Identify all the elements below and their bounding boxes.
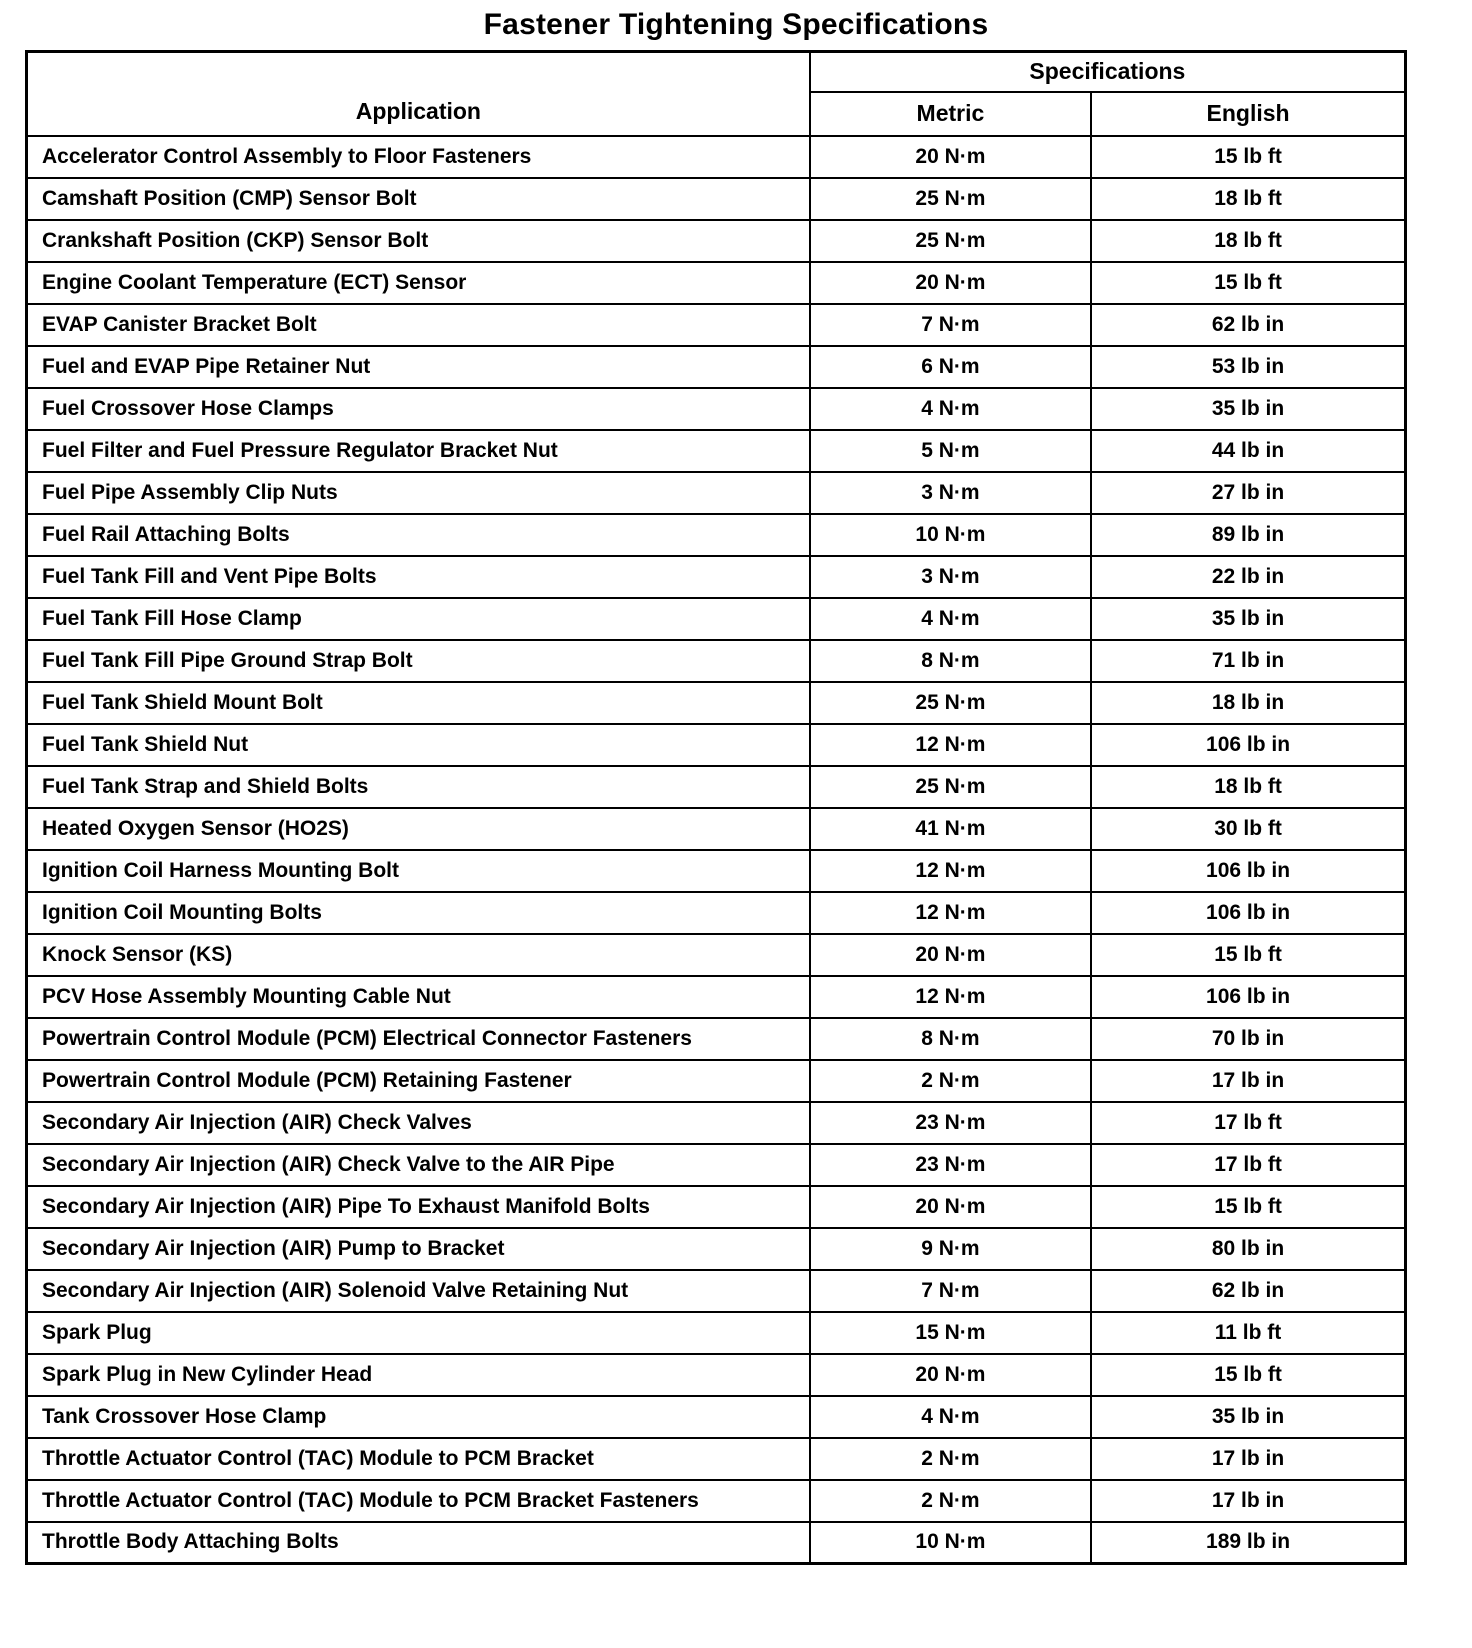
english-value-cell: 17 lb in <box>1091 1480 1405 1522</box>
metric-value-cell: 7 N·m <box>810 1270 1091 1312</box>
table-row <box>27 1354 1406 1396</box>
english-value-cell: 62 lb in <box>1091 304 1405 346</box>
table-row <box>27 346 1406 388</box>
english-value-cell: 35 lb in <box>1091 388 1405 430</box>
application-cell: Throttle Actuator Control (TAC) Module to PCM Bracket <box>27 1438 810 1480</box>
table-row <box>27 220 1406 262</box>
table-row <box>27 934 1406 976</box>
application-cell: Tank Crossover Hose Clamp <box>27 1396 810 1438</box>
metric-value-cell: 7 N·m <box>810 304 1091 346</box>
metric-value-cell: 41 N·m <box>810 808 1091 850</box>
metric-value-cell: 2 N·m <box>810 1480 1091 1522</box>
table-row <box>27 598 1406 640</box>
metric-value-cell: 2 N·m <box>810 1060 1091 1102</box>
metric-value-cell: 12 N·m <box>810 976 1091 1018</box>
english-value-cell: 15 lb ft <box>1091 1186 1405 1228</box>
table-row <box>27 1438 1406 1480</box>
application-cell: Fuel Filter and Fuel Pressure Regulator Bracket Nut <box>27 430 810 472</box>
english-value-cell: 18 lb ft <box>1091 220 1405 262</box>
table-row <box>27 262 1406 304</box>
metric-value-cell: 6 N·m <box>810 346 1091 388</box>
metric-value-cell: 3 N·m <box>810 556 1091 598</box>
table-row <box>27 388 1406 430</box>
metric-value-cell: 4 N·m <box>810 598 1091 640</box>
metric-value-cell: 23 N·m <box>810 1144 1091 1186</box>
application-cell: Fuel Rail Attaching Bolts <box>27 514 810 556</box>
metric-value-cell: 9 N·m <box>810 1228 1091 1270</box>
application-cell: Crankshaft Position (CKP) Sensor Bolt <box>27 220 810 262</box>
table-row <box>27 976 1406 1018</box>
table-row <box>27 556 1406 598</box>
metric-value-cell: 3 N·m <box>810 472 1091 514</box>
english-value-cell: 53 lb in <box>1091 346 1405 388</box>
metric-value-cell: 25 N·m <box>810 682 1091 724</box>
application-cell: Secondary Air Injection (AIR) Check Valves <box>27 1102 810 1144</box>
table-row <box>27 1060 1406 1102</box>
application-cell: Powertrain Control Module (PCM) Retaining Fastener <box>27 1060 810 1102</box>
column-header-metric: Metric <box>810 92 1091 136</box>
application-cell: Spark Plug in New Cylinder Head <box>27 1354 810 1396</box>
metric-value-cell: 25 N·m <box>810 220 1091 262</box>
english-value-cell: 17 lb in <box>1091 1060 1405 1102</box>
table-row <box>27 808 1406 850</box>
english-value-cell: 30 lb ft <box>1091 808 1405 850</box>
english-value-cell: 17 lb ft <box>1091 1102 1405 1144</box>
english-value-cell: 106 lb in <box>1091 724 1405 766</box>
application-cell: Throttle Actuator Control (TAC) Module to PCM Bracket Fasteners <box>27 1480 810 1522</box>
english-value-cell: 27 lb in <box>1091 472 1405 514</box>
english-value-cell: 44 lb in <box>1091 430 1405 472</box>
english-value-cell: 15 lb ft <box>1091 1354 1405 1396</box>
table-row <box>27 640 1406 682</box>
english-value-cell: 106 lb in <box>1091 892 1405 934</box>
application-cell: Camshaft Position (CMP) Sensor Bolt <box>27 178 810 220</box>
english-value-cell: 89 lb in <box>1091 514 1405 556</box>
application-cell: Spark Plug <box>27 1312 810 1354</box>
metric-value-cell: 4 N·m <box>810 1396 1091 1438</box>
table-header <box>27 52 1406 136</box>
application-cell: Fuel Tank Shield Nut <box>27 724 810 766</box>
table-row <box>27 892 1406 934</box>
application-cell: EVAP Canister Bracket Bolt <box>27 304 810 346</box>
metric-value-cell: 20 N·m <box>810 262 1091 304</box>
table-row <box>27 1018 1406 1060</box>
english-value-cell: 106 lb in <box>1091 850 1405 892</box>
column-header-application: Application <box>27 52 810 136</box>
english-value-cell: 18 lb ft <box>1091 766 1405 808</box>
application-cell: Secondary Air Injection (AIR) Check Valve to the AIR Pipe <box>27 1144 810 1186</box>
table-row <box>27 430 1406 472</box>
application-cell: PCV Hose Assembly Mounting Cable Nut <box>27 976 810 1018</box>
table-row <box>27 472 1406 514</box>
application-cell: Fuel Tank Fill and Vent Pipe Bolts <box>27 556 810 598</box>
application-cell: Throttle Body Attaching Bolts <box>27 1522 810 1564</box>
english-value-cell: 17 lb in <box>1091 1438 1405 1480</box>
metric-value-cell: 5 N·m <box>810 430 1091 472</box>
application-cell: Accelerator Control Assembly to Floor Fasteners <box>27 136 810 178</box>
english-value-cell: 18 lb in <box>1091 682 1405 724</box>
metric-value-cell: 25 N·m <box>810 178 1091 220</box>
application-cell: Fuel Crossover Hose Clamps <box>27 388 810 430</box>
table-row <box>27 766 1406 808</box>
english-value-cell: 17 lb ft <box>1091 1144 1405 1186</box>
application-cell: Knock Sensor (KS) <box>27 934 810 976</box>
english-value-cell: 189 lb in <box>1091 1522 1405 1564</box>
application-cell: Fuel Tank Strap and Shield Bolts <box>27 766 810 808</box>
application-cell: Fuel Tank Fill Hose Clamp <box>27 598 810 640</box>
application-cell: Ignition Coil Harness Mounting Bolt <box>27 850 810 892</box>
metric-value-cell: 20 N·m <box>810 934 1091 976</box>
metric-value-cell: 20 N·m <box>810 1354 1091 1396</box>
metric-value-cell: 8 N·m <box>810 640 1091 682</box>
application-cell: Fuel Tank Shield Mount Bolt <box>27 682 810 724</box>
fastener-spec-table <box>25 50 1407 1565</box>
english-value-cell: 62 lb in <box>1091 1270 1405 1312</box>
table-row <box>27 178 1406 220</box>
metric-value-cell: 12 N·m <box>810 892 1091 934</box>
english-value-cell: 80 lb in <box>1091 1228 1405 1270</box>
spec-table-body <box>27 136 1406 1564</box>
metric-value-cell: 12 N·m <box>810 724 1091 766</box>
application-cell: Fuel Tank Fill Pipe Ground Strap Bolt <box>27 640 810 682</box>
metric-value-cell: 23 N·m <box>810 1102 1091 1144</box>
table-row <box>27 514 1406 556</box>
english-value-cell: 15 lb ft <box>1091 262 1405 304</box>
english-value-cell: 71 lb in <box>1091 640 1405 682</box>
application-cell: Ignition Coil Mounting Bolts <box>27 892 810 934</box>
metric-value-cell: 25 N·m <box>810 766 1091 808</box>
table-row <box>27 682 1406 724</box>
english-value-cell: 15 lb ft <box>1091 136 1405 178</box>
english-value-cell: 11 lb ft <box>1091 1312 1405 1354</box>
metric-value-cell: 10 N·m <box>810 514 1091 556</box>
column-header-english: English <box>1091 92 1405 136</box>
application-cell: Fuel and EVAP Pipe Retainer Nut <box>27 346 810 388</box>
table-row <box>27 1228 1406 1270</box>
english-value-cell: 18 lb ft <box>1091 178 1405 220</box>
application-cell: Secondary Air Injection (AIR) Pipe To Exhaust Manifold Bolts <box>27 1186 810 1228</box>
english-value-cell: 35 lb in <box>1091 598 1405 640</box>
table-row <box>27 1186 1406 1228</box>
table-row <box>27 1480 1406 1522</box>
metric-value-cell: 10 N·m <box>810 1522 1091 1564</box>
table-row <box>27 304 1406 346</box>
table-row <box>27 1396 1406 1438</box>
table-row <box>27 724 1406 766</box>
application-cell: Powertrain Control Module (PCM) Electrical Connector Fasteners <box>27 1018 810 1060</box>
metric-value-cell: 4 N·m <box>810 388 1091 430</box>
table-row <box>27 1522 1406 1564</box>
table-row <box>27 136 1406 178</box>
english-value-cell: 35 lb in <box>1091 1396 1405 1438</box>
table-row <box>27 1102 1406 1144</box>
table-row <box>27 850 1406 892</box>
english-value-cell: 22 lb in <box>1091 556 1405 598</box>
metric-value-cell: 8 N·m <box>810 1018 1091 1060</box>
metric-value-cell: 12 N·m <box>810 850 1091 892</box>
application-cell: Engine Coolant Temperature (ECT) Sensor <box>27 262 810 304</box>
application-cell: Secondary Air Injection (AIR) Solenoid Valve Retaining Nut <box>27 1270 810 1312</box>
metric-value-cell: 20 N·m <box>810 1186 1091 1228</box>
table-row <box>27 1312 1406 1354</box>
table-row <box>27 1144 1406 1186</box>
application-cell: Heated Oxygen Sensor (HO2S) <box>27 808 810 850</box>
metric-value-cell: 15 N·m <box>810 1312 1091 1354</box>
metric-value-cell: 2 N·m <box>810 1438 1091 1480</box>
page-title: Fastener Tightening Specifications <box>483 8 989 41</box>
english-value-cell: 70 lb in <box>1091 1018 1405 1060</box>
table-row <box>27 1270 1406 1312</box>
column-header-specifications: Specifications <box>810 52 1406 92</box>
application-cell: Secondary Air Injection (AIR) Pump to Bracket <box>27 1228 810 1270</box>
english-value-cell: 15 lb ft <box>1091 934 1405 976</box>
application-cell: Fuel Pipe Assembly Clip Nuts <box>27 472 810 514</box>
metric-value-cell: 20 N·m <box>810 136 1091 178</box>
english-value-cell: 106 lb in <box>1091 976 1405 1018</box>
